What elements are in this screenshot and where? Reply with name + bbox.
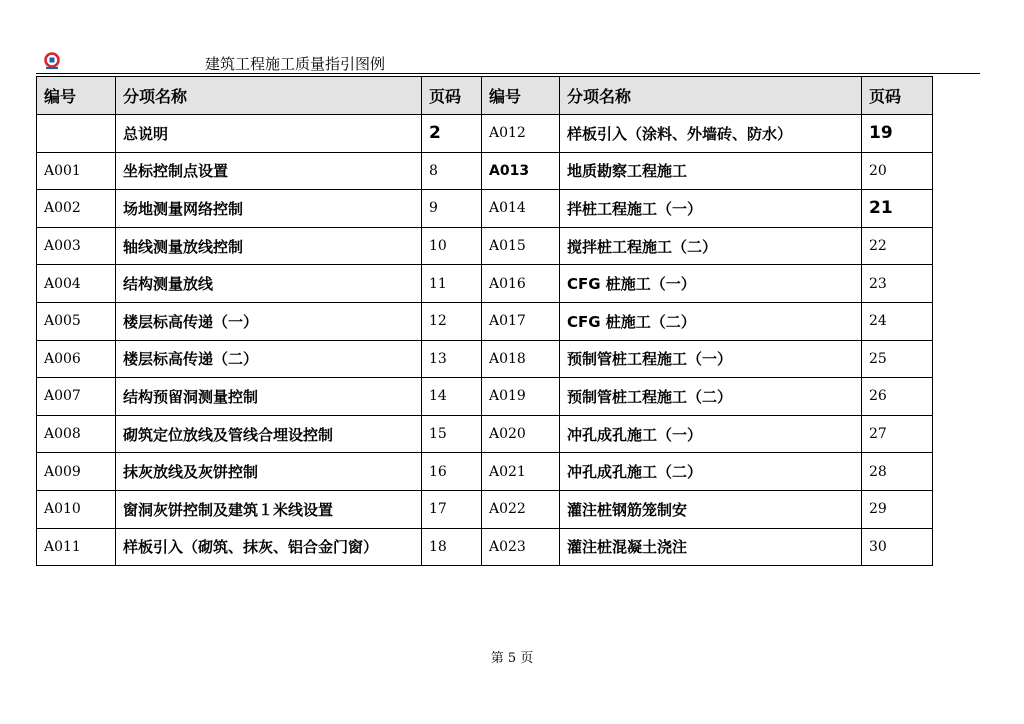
- table-row: [37, 115, 933, 153]
- table-row: [37, 378, 933, 416]
- item-name: 预制管桩工程施工（二）: [560, 378, 862, 416]
- item-code: A002: [37, 190, 116, 228]
- item-code: A020: [482, 415, 560, 453]
- table-row: [37, 490, 933, 528]
- table-row: [37, 340, 933, 378]
- item-code: A009: [37, 453, 116, 491]
- item-name: 楼层标高传递（二）: [116, 340, 422, 378]
- item-code: A006: [37, 340, 116, 378]
- column-header-code: 编号: [482, 77, 560, 115]
- item-page: 23: [862, 265, 933, 303]
- item-page: 30: [862, 528, 933, 566]
- column-header-page: 页码: [862, 77, 933, 115]
- table-row: [37, 302, 933, 340]
- item-code: A001: [37, 152, 116, 190]
- item-code: A008: [37, 415, 116, 453]
- item-code: A021: [482, 453, 560, 491]
- document-title: 建筑工程施工质量指引图例: [205, 55, 386, 73]
- item-name: 样板引入（砌筑、抹灰、铝合金门窗）: [116, 528, 422, 566]
- item-page: 27: [862, 415, 933, 453]
- item-code: [37, 115, 116, 153]
- item-name: 砌筑定位放线及管线合埋设控制: [116, 415, 422, 453]
- item-name: 窗洞灰饼控制及建筑１米线设置: [116, 490, 422, 528]
- table-row: [37, 190, 933, 228]
- item-page: 24: [862, 302, 933, 340]
- item-name: 总说明: [116, 115, 422, 153]
- column-header-item-name: 分项名称: [560, 77, 862, 115]
- item-name: 结构测量放线: [116, 265, 422, 303]
- item-page: 10: [422, 227, 482, 265]
- item-page: 12: [422, 302, 482, 340]
- item-code: A007: [37, 378, 116, 416]
- item-code: A016: [482, 265, 560, 303]
- item-code: A018: [482, 340, 560, 378]
- page-number: 第 5 页: [490, 651, 534, 666]
- item-code: A010: [37, 490, 116, 528]
- column-header-page: 页码: [422, 77, 482, 115]
- item-page: 19: [862, 115, 933, 153]
- item-name: 冲孔成孔施工（二）: [560, 453, 862, 491]
- item-name: 灌注桩钢筋笼制安: [560, 490, 862, 528]
- item-name: 抹灰放线及灰饼控制: [116, 453, 422, 491]
- index-table: [36, 76, 933, 566]
- item-page: 17: [422, 490, 482, 528]
- item-name: 轴线测量放线控制: [116, 227, 422, 265]
- item-name: CFG 桩施工（一）: [560, 265, 862, 303]
- column-header-code: 编号: [37, 77, 116, 115]
- item-name: 灌注桩混凝土浇注: [560, 528, 862, 566]
- item-page: 15: [422, 415, 482, 453]
- item-page: 26: [862, 378, 933, 416]
- table-row: [37, 227, 933, 265]
- item-name: 坐标控制点设置: [116, 152, 422, 190]
- item-code: A004: [37, 265, 116, 303]
- item-name: 地质勘察工程施工: [560, 152, 862, 190]
- item-code: A015: [482, 227, 560, 265]
- item-code: A014: [482, 190, 560, 228]
- item-name: 样板引入（涂料、外墙砖、防水）: [560, 115, 862, 153]
- item-page: 22: [862, 227, 933, 265]
- table-row: [37, 415, 933, 453]
- item-name: 搅拌桩工程施工（二）: [560, 227, 862, 265]
- item-name: 冲孔成孔施工（一）: [560, 415, 862, 453]
- table-row: [37, 152, 933, 190]
- item-name: 场地测量网络控制: [116, 190, 422, 228]
- item-page: 29: [862, 490, 933, 528]
- item-page: 9: [422, 190, 482, 228]
- item-page: 16: [422, 453, 482, 491]
- item-page: 28: [862, 453, 933, 491]
- item-code: A003: [37, 227, 116, 265]
- item-name: 结构预留洞测量控制: [116, 378, 422, 416]
- item-code: A023: [482, 528, 560, 566]
- item-name: 拌桩工程施工（一）: [560, 190, 862, 228]
- item-code: A012: [482, 115, 560, 153]
- item-code: A022: [482, 490, 560, 528]
- item-name: CFG 桩施工（二）: [560, 302, 862, 340]
- item-page: 21: [862, 190, 933, 228]
- item-page: 18: [422, 528, 482, 566]
- company-logo-icon: [43, 52, 61, 70]
- item-page: 2: [422, 115, 482, 153]
- item-page: 14: [422, 378, 482, 416]
- page-header: [0, 0, 1024, 80]
- item-code: A013: [482, 152, 560, 190]
- header-divider: [36, 73, 980, 74]
- column-header-item-name: 分项名称: [116, 77, 422, 115]
- item-page: 8: [422, 152, 482, 190]
- item-name: 预制管桩工程施工（一）: [560, 340, 862, 378]
- item-page: 11: [422, 265, 482, 303]
- table-row: [37, 528, 933, 566]
- item-name: 楼层标高传递（一）: [116, 302, 422, 340]
- item-page: 25: [862, 340, 933, 378]
- item-code: A017: [482, 302, 560, 340]
- table-header-row: [37, 77, 933, 115]
- item-code: A011: [37, 528, 116, 566]
- item-code: A019: [482, 378, 560, 416]
- item-page: 13: [422, 340, 482, 378]
- item-code: A005: [37, 302, 116, 340]
- item-page: 20: [862, 152, 933, 190]
- table-row: [37, 453, 933, 491]
- table-row: [37, 265, 933, 303]
